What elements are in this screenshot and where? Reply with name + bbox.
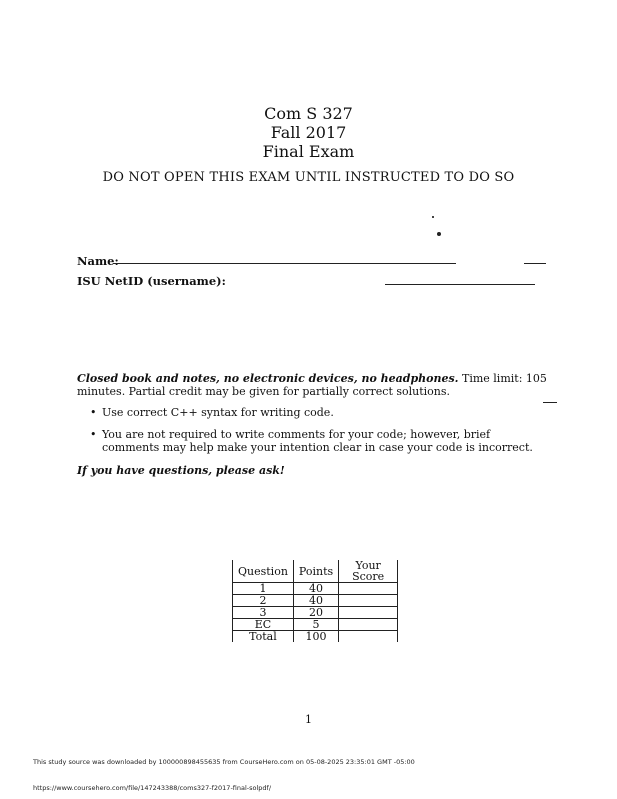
question-cell: 2	[233, 595, 294, 607]
instructions-text: Time limit: 105 minutes. Partial credit may be given for partially correct solutions.	[77, 372, 547, 398]
score-cell	[339, 631, 398, 643]
do-not-open-warning: DO NOT OPEN THIS EXAM UNTIL INSTRUCTED TO DO SO	[102, 170, 515, 185]
term-title: Fall 2017	[270, 123, 347, 142]
table-row	[233, 583, 398, 595]
list-item	[90, 406, 550, 419]
bullet-text: You are not required to write comments for your code; however, brief comments may help make your intention clear in case your code is incorrect.	[102, 428, 533, 454]
table-row	[233, 607, 398, 619]
name-underline-short	[524, 263, 546, 264]
instructions-paragraph	[77, 372, 547, 398]
course-title: Com S 327	[264, 104, 353, 123]
table-row	[233, 619, 398, 631]
score-cell	[339, 619, 398, 631]
header-your-score: Your Score	[339, 560, 398, 583]
table-row-total	[233, 631, 398, 643]
exam-title: Final Exam	[262, 142, 355, 161]
instruction-bullets	[90, 406, 550, 463]
source-url[interactable]: https://www.coursehero.com/file/147243388/coms327-f2017-final-solpdf/	[33, 784, 272, 792]
bullet-text: Use correct C++ syntax for writing code.	[102, 406, 334, 419]
netid-underline	[385, 284, 535, 285]
question-cell: Total	[233, 631, 294, 643]
question-cell: EC	[233, 619, 294, 631]
header-points: Points	[293, 560, 338, 583]
score-cell	[339, 607, 398, 619]
score-table	[232, 560, 398, 642]
bullet-icon: •	[90, 428, 97, 441]
header-question: Question	[233, 560, 294, 583]
points-cell: 5	[293, 619, 338, 631]
instructions-emphasis: Closed book and notes, no electronic devices, no headphones.	[77, 372, 459, 385]
question-cell: 1	[233, 583, 294, 595]
table-row	[233, 595, 398, 607]
margin-dash	[543, 402, 557, 403]
bullet-icon: •	[90, 406, 97, 419]
name-underline	[113, 263, 456, 264]
questions-note: If you have questions, please ask!	[77, 464, 285, 477]
page-number: 1	[305, 713, 312, 726]
score-cell	[339, 595, 398, 607]
netid-label: ISU NetID (username):	[77, 274, 226, 288]
name-label: Name:	[77, 254, 119, 268]
exam-title-block	[0, 104, 617, 161]
score-cell	[339, 583, 398, 595]
download-notice: This study source was downloaded by 100000898455635 from CourseHero.com on 05-08-2025 23:35:01 GMT -05:00	[33, 758, 415, 766]
points-cell: 40	[293, 583, 338, 595]
stray-mark	[437, 232, 441, 236]
stray-mark	[432, 216, 434, 218]
points-cell: 100	[293, 631, 338, 643]
points-cell: 40	[293, 595, 338, 607]
points-cell: 20	[293, 607, 338, 619]
list-item	[90, 428, 550, 454]
table-header-row	[233, 560, 398, 583]
question-cell: 3	[233, 607, 294, 619]
